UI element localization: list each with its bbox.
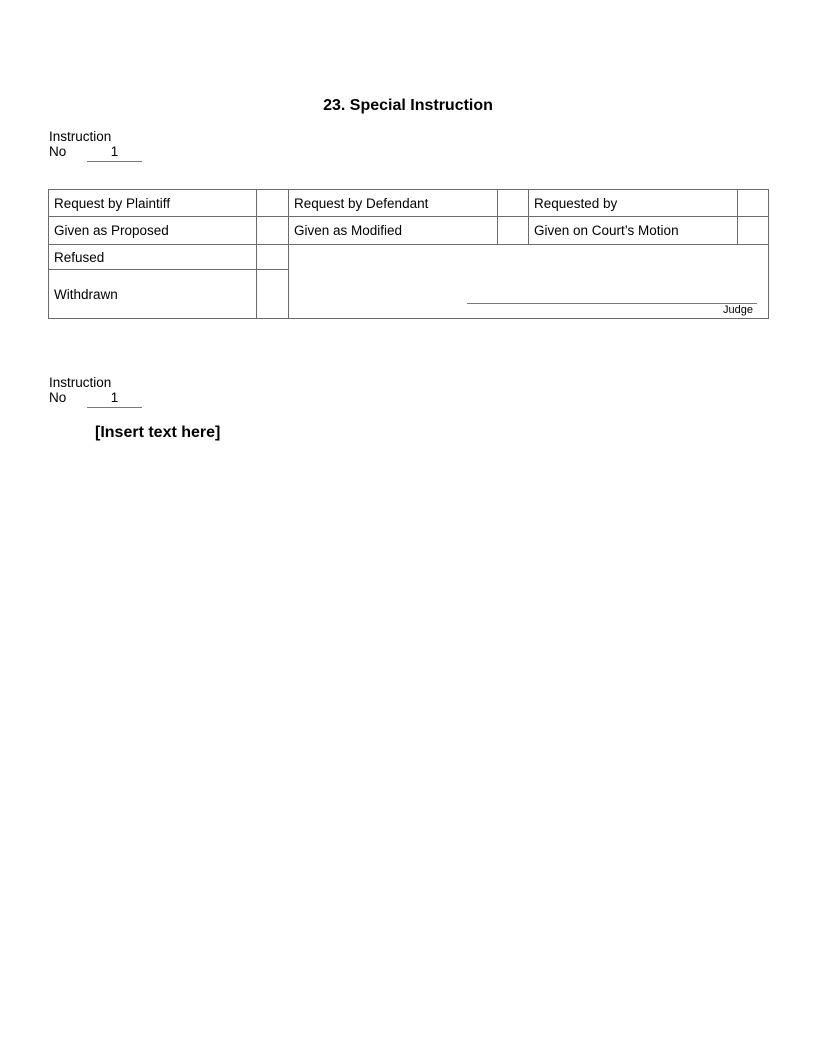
requested-by-label: Requested by <box>529 190 738 217</box>
given-modified-label: Given as Modified <box>289 217 498 245</box>
judge-signature-cell <box>289 245 769 319</box>
given-proposed-checkbox[interactable] <box>257 217 289 245</box>
table-row <box>49 245 769 270</box>
request-plaintiff-label: Request by Plaintiff <box>49 190 257 217</box>
instruction-label: Instruction <box>49 129 112 144</box>
instruction-number-block <box>49 375 142 408</box>
request-defendant-checkbox[interactable] <box>498 190 529 217</box>
instruction-number-field[interactable]: 1 <box>87 390 142 408</box>
instruction-label: Instruction <box>49 375 112 390</box>
court-motion-label: Given on Court’s Motion <box>529 217 738 245</box>
page-title: 23. Special Instruction <box>323 97 493 114</box>
request-defendant-label: Request by Defendant <box>289 190 498 217</box>
instruction-number-field[interactable]: 1 <box>87 144 142 162</box>
table-row <box>49 190 769 217</box>
instruction-number-block <box>49 129 142 162</box>
instruction-no-label: No <box>49 144 67 159</box>
instruction-no-label: No <box>49 390 67 405</box>
court-motion-checkbox[interactable] <box>738 217 769 245</box>
special-instruction-table <box>48 189 769 319</box>
table-row <box>49 217 769 245</box>
requested-by-checkbox[interactable] <box>738 190 769 217</box>
insert-text-placeholder[interactable]: [Insert text here] <box>95 424 221 441</box>
refused-label: Refused <box>49 245 257 270</box>
judge-label: Judge <box>723 304 753 316</box>
given-proposed-label: Given as Proposed <box>49 217 257 245</box>
withdrawn-label: Withdrawn <box>49 270 257 319</box>
refused-checkbox[interactable] <box>257 245 289 270</box>
given-modified-checkbox[interactable] <box>498 217 529 245</box>
judge-signature-line[interactable] <box>467 303 757 304</box>
withdrawn-checkbox[interactable] <box>257 270 289 319</box>
request-plaintiff-checkbox[interactable] <box>257 190 289 217</box>
